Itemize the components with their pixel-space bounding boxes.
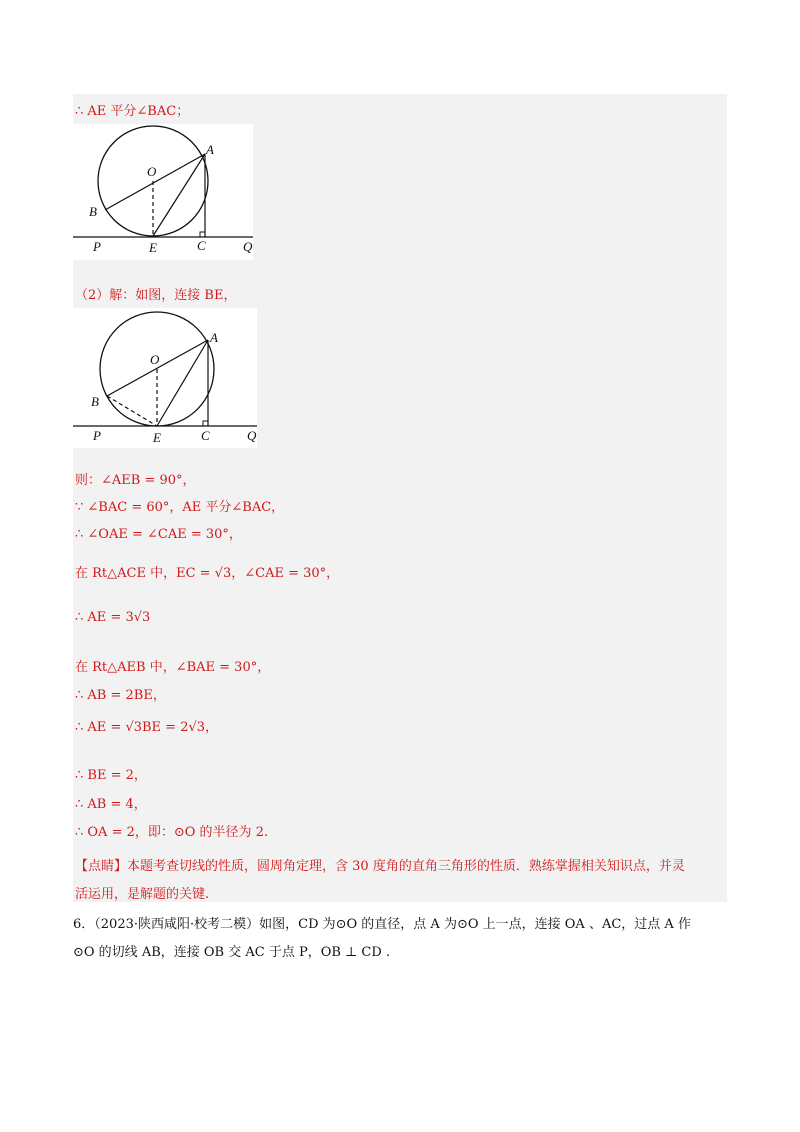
svg-text:B: B xyxy=(89,204,97,219)
question-6-line-2: ⊙O 的切线 AB，连接 OB 交 AC 于点 P，OB ⊥ CD . xyxy=(73,945,391,960)
solution-line-4: ∵ ∠BAC = 60°，AE 平分∠BAC， xyxy=(75,500,285,515)
svg-text:O: O xyxy=(147,164,157,179)
solution-line-2: （2）解：如图，连接 BE， xyxy=(75,288,237,303)
svg-text:B: B xyxy=(91,394,99,409)
comment-line-1 xyxy=(75,855,685,874)
solution-line-12: ∴ AB = 4， xyxy=(75,797,147,812)
comment-line-2: 活运用，是解题的关键. xyxy=(75,887,210,902)
solution-line-9: ∴ AB = 2BE， xyxy=(75,688,166,703)
svg-text:C: C xyxy=(201,428,210,443)
comment-tag: 【点睛】 xyxy=(75,859,128,874)
svg-text:E: E xyxy=(149,240,157,255)
solution-line-13: ∴ OA = 2，即：⊙O 的半径为 2. xyxy=(75,825,269,840)
question-6-line-1: 6．（2023·陕西咸阳·校考二模）如图，CD 为⊙O 的直径，点 A 为⊙O 上一点，连接 OA 、AC，过点 A 作 xyxy=(73,917,691,932)
solution-line-5: ∴ ∠OAE = ∠CAE = 30°， xyxy=(75,527,242,542)
figure-2 xyxy=(73,308,257,448)
solution-line-7: ∴ AE = 3√3 xyxy=(75,610,151,625)
svg-text:P: P xyxy=(93,428,101,443)
solution-line-11: ∴ BE = 2， xyxy=(75,768,147,783)
figure-1 xyxy=(73,124,253,260)
solution-line-6: 在 Rt△ACE 中，EC = √3，∠CAE = 30°， xyxy=(75,566,340,581)
svg-text:O: O xyxy=(150,352,160,367)
svg-text:C: C xyxy=(197,238,206,253)
solution-line-10: ∴ AE = √3BE = 2√3， xyxy=(75,720,219,735)
svg-text:E: E xyxy=(153,430,161,445)
svg-text:Q: Q xyxy=(247,428,257,443)
svg-text:A: A xyxy=(206,142,214,157)
comment-body: 本题考查切线的性质，圆周角定理，含 30 度角的直角三角形的性质．熟练掌握相关知识点，并灵 xyxy=(127,859,685,874)
svg-text:P: P xyxy=(93,239,101,254)
solution-line-3: 则：∠AEB = 90°， xyxy=(75,473,196,488)
svg-text:A: A xyxy=(210,330,218,345)
solution-line-8: 在 Rt△AEB 中，∠BAE = 30°， xyxy=(75,660,271,675)
solution-line-1: ∴ AE 平分∠BAC； xyxy=(75,104,190,119)
svg-text:Q: Q xyxy=(243,239,253,254)
